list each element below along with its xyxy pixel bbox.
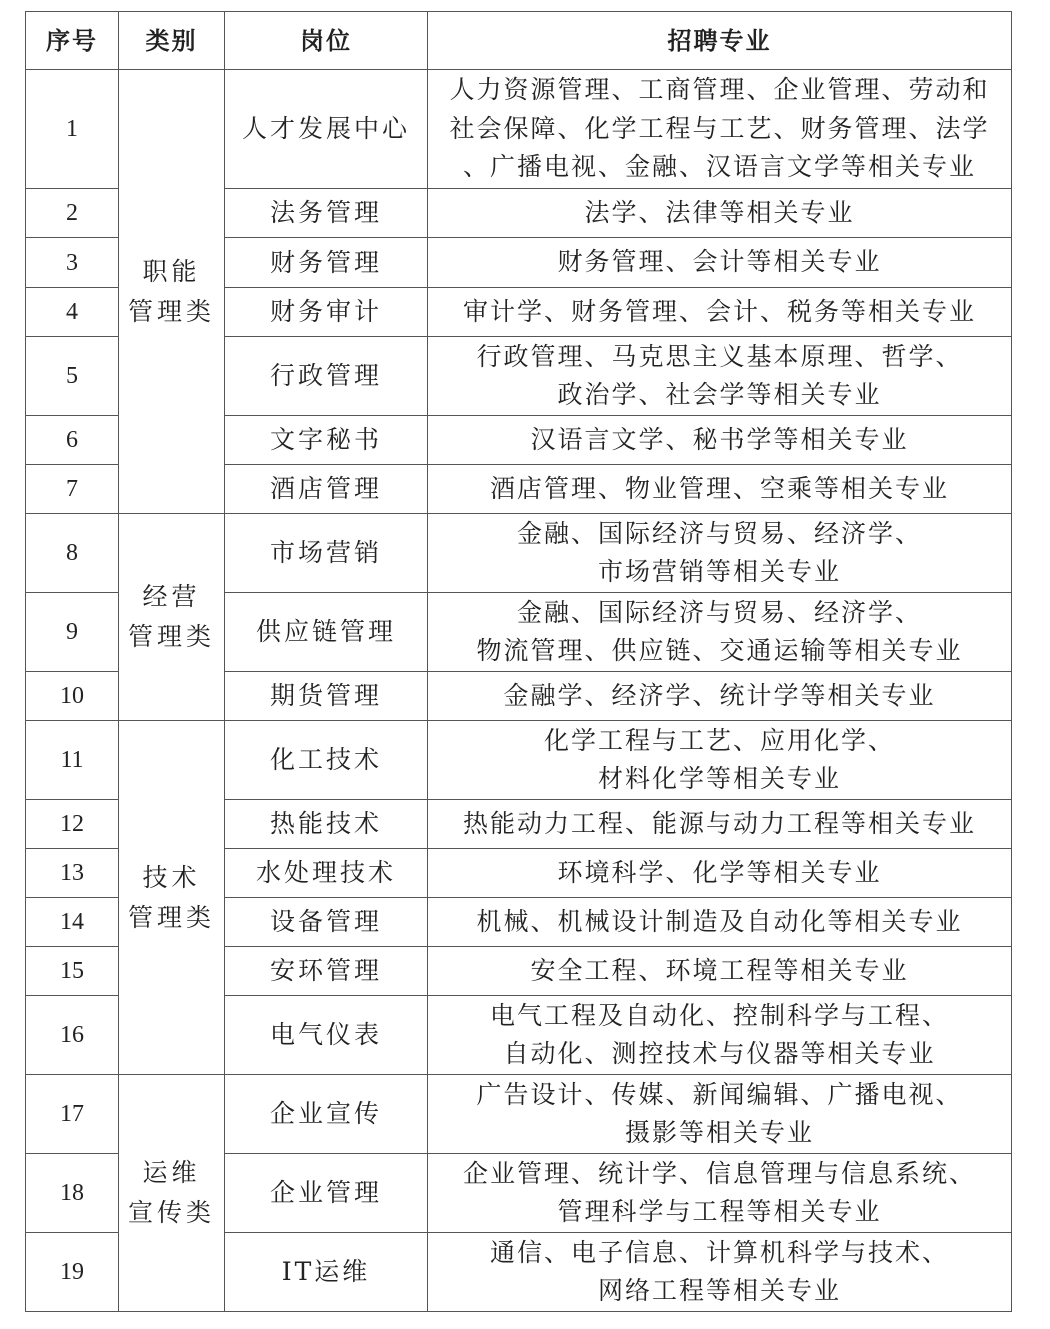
category-line: 技术	[142, 862, 201, 892]
major-line: 政治学、社会学等相关专业	[557, 380, 882, 409]
category-cell	[119, 721, 225, 1075]
category-line: 职能	[142, 256, 201, 286]
row-number: 10	[26, 672, 119, 721]
major-cell	[428, 947, 1012, 996]
major-line: 管理科学与工程等相关专业	[557, 1197, 882, 1226]
major-cell	[428, 288, 1012, 337]
row-number: 1	[26, 70, 119, 189]
major-line: 材料化学等相关专业	[597, 764, 841, 793]
post-name: 企业管理	[225, 1154, 428, 1233]
row-number: 4	[26, 288, 119, 337]
major-line: 酒店管理、物业管理、空乘等相关专业	[489, 473, 949, 503]
row-number: 16	[26, 996, 119, 1075]
post-name: 行政管理	[225, 337, 428, 416]
major-line: 汉语言文学、秘书学等相关专业	[530, 424, 909, 454]
table-row	[26, 514, 1012, 593]
row-number: 15	[26, 947, 119, 996]
table-row	[26, 1075, 1012, 1154]
post-name: 法务管理	[225, 189, 428, 238]
major-cell	[428, 849, 1012, 898]
row-number: 3	[26, 238, 119, 288]
major-cell	[428, 1075, 1012, 1154]
major-line: 行政管理、马克思主义基本原理、哲学、	[476, 341, 963, 371]
category-line: 管理类	[127, 296, 215, 326]
header-category: 类别	[119, 12, 225, 70]
major-line: 企业管理、统计学、信息管理与信息系统、	[462, 1158, 976, 1188]
category-cell	[119, 70, 225, 514]
row-number: 11	[26, 721, 119, 800]
row-number: 13	[26, 849, 119, 898]
major-line: 法学、法律等相关专业	[584, 197, 855, 227]
major-cell	[428, 593, 1012, 672]
major-line: 热能动力工程、能源与动力工程等相关专业	[462, 808, 976, 838]
major-cell	[428, 1154, 1012, 1233]
major-cell	[428, 721, 1012, 800]
post-name: 水处理技术	[225, 849, 428, 898]
major-line: 金融、国际经济与贸易、经济学、	[516, 597, 922, 627]
category-cell	[119, 514, 225, 721]
major-cell	[428, 337, 1012, 416]
major-cell	[428, 1233, 1012, 1312]
major-cell	[428, 996, 1012, 1075]
major-line: 化学工程与工艺、应用化学、	[543, 725, 895, 755]
major-line: 自动化、测控技术与仪器等相关专业	[503, 1039, 936, 1068]
major-cell	[428, 238, 1012, 288]
major-line: 物流管理、供应链、交通运输等相关专业	[476, 636, 963, 665]
major-line: 、广播电视、金融、汉语言文学等相关专业	[462, 152, 976, 182]
category-cell	[119, 1075, 225, 1312]
major-line: 网络工程等相关专业	[597, 1276, 841, 1305]
row-number: 9	[26, 593, 119, 672]
category-line: 经营	[142, 582, 201, 611]
major-cell	[428, 800, 1012, 849]
major-line: 广告设计、传媒、新闻编辑、广播电视、	[476, 1079, 963, 1109]
major-line: 市场营销等相关专业	[597, 557, 841, 586]
major-cell	[428, 416, 1012, 465]
category-line: 宣传类	[127, 1198, 215, 1227]
major-line: 环境科学、化学等相关专业	[557, 857, 882, 887]
recruitment-table-container	[25, 11, 1011, 1312]
row-number: 5	[26, 337, 119, 416]
major-line: 审计学、财务管理、会计、税务等相关专业	[462, 296, 976, 326]
row-number: 14	[26, 898, 119, 947]
post-name: 设备管理	[225, 898, 428, 947]
post-name: 文字秘书	[225, 416, 428, 465]
post-name: IT运维	[225, 1233, 428, 1312]
row-number: 6	[26, 416, 119, 465]
major-line: 安全工程、环境工程等相关专业	[530, 955, 909, 985]
major-line: 财务管理、会计等相关专业	[557, 247, 882, 277]
table-row	[26, 70, 1012, 189]
row-number: 2	[26, 189, 119, 238]
row-number: 7	[26, 465, 119, 514]
table-row	[26, 721, 1012, 800]
row-number: 8	[26, 514, 119, 593]
major-line: 金融学、经济学、统计学等相关专业	[503, 680, 936, 710]
post-name: 财务审计	[225, 288, 428, 337]
major-cell	[428, 70, 1012, 189]
major-line: 金融、国际经济与贸易、经济学、	[516, 518, 922, 548]
major-cell	[428, 189, 1012, 238]
post-name: 化工技术	[225, 721, 428, 800]
post-name: 供应链管理	[225, 593, 428, 672]
post-name: 酒店管理	[225, 465, 428, 514]
table-header-row	[26, 12, 1012, 70]
major-cell	[428, 514, 1012, 593]
header-post: 岗位	[225, 12, 428, 70]
major-line: 社会保障、化学工程与工艺、财务管理、法学	[449, 113, 990, 143]
category-line: 运维	[142, 1158, 201, 1187]
post-name: 安环管理	[225, 947, 428, 996]
major-cell	[428, 672, 1012, 721]
major-line: 通信、电子信息、计算机科学与技术、	[489, 1237, 949, 1267]
post-name: 企业宣传	[225, 1075, 428, 1154]
major-cell	[428, 898, 1012, 947]
header-no: 序号	[26, 12, 119, 70]
major-cell	[428, 465, 1012, 514]
row-number: 19	[26, 1233, 119, 1312]
row-number: 12	[26, 800, 119, 849]
post-name: 期货管理	[225, 672, 428, 721]
major-line: 摄影等相关专业	[624, 1118, 814, 1147]
major-line: 机械、机械设计制造及自动化等相关专业	[476, 906, 963, 936]
category-line: 管理类	[127, 902, 215, 932]
recruitment-table	[25, 11, 1012, 1312]
post-name: 热能技术	[225, 800, 428, 849]
header-major: 招聘专业	[428, 12, 1012, 70]
table-body	[26, 70, 1012, 1312]
major-line: 电气工程及自动化、控制科学与工程、	[489, 1000, 949, 1030]
row-number: 18	[26, 1154, 119, 1233]
category-line: 管理类	[127, 622, 215, 651]
post-name: 财务管理	[225, 238, 428, 288]
post-name: 市场营销	[225, 514, 428, 593]
major-line: 人力资源管理、工商管理、企业管理、劳动和	[449, 75, 990, 105]
row-number: 17	[26, 1075, 119, 1154]
post-name: 人才发展中心	[225, 70, 428, 189]
post-name: 电气仪表	[225, 996, 428, 1075]
